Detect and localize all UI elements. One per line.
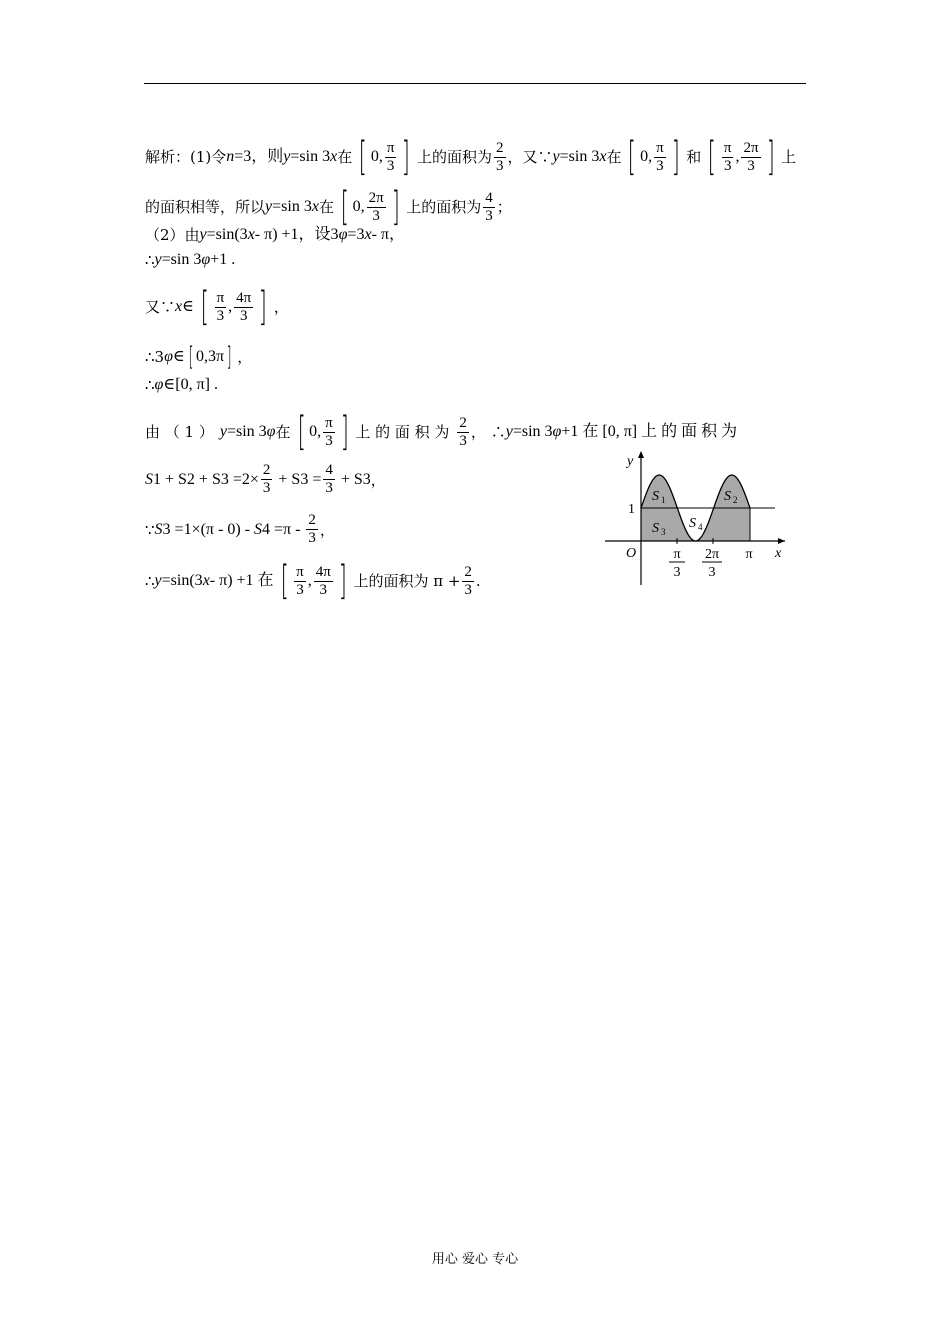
subscript: 2 <box>186 470 195 488</box>
solution-line-4 <box>145 250 235 270</box>
label-s4-sub: 4 <box>698 522 703 532</box>
text: =3 <box>347 226 365 243</box>
fraction <box>385 140 397 175</box>
fraction <box>234 290 253 325</box>
y-one-label: 1 <box>628 502 635 517</box>
text: , <box>735 148 740 165</box>
text: + S <box>194 470 221 488</box>
text: 由 （ 1 ） <box>145 423 214 441</box>
num: 4π <box>315 563 331 580</box>
fraction <box>323 462 335 497</box>
text: 0, <box>370 148 383 165</box>
text: ∈ <box>182 298 194 315</box>
var-x: x <box>247 226 255 243</box>
text: ∈ <box>172 348 185 365</box>
subscript: 4 <box>261 520 270 538</box>
den: 3 <box>319 581 328 598</box>
interval: [ $\frac{\pi}{3}$ , $\frac{2\pi}{3}$ ] <box>708 134 775 180</box>
den: 3 <box>372 207 380 224</box>
subscript: 3 <box>300 470 309 488</box>
den: 3 <box>308 530 316 546</box>
num: 4 <box>485 189 493 206</box>
text: +1 . <box>210 251 236 268</box>
num: 2 <box>308 512 316 528</box>
text: ， <box>370 470 386 489</box>
fraction <box>314 564 333 599</box>
fraction <box>215 290 227 325</box>
var-phi: φ <box>338 226 348 243</box>
fraction <box>323 415 335 450</box>
label-s4: S <box>689 516 696 531</box>
var-S: S <box>154 520 163 538</box>
text: 0,3π <box>195 348 225 365</box>
text: ， ∴ <box>470 423 506 441</box>
var-x: x <box>330 148 338 165</box>
fraction <box>494 140 506 175</box>
num: 2 <box>464 563 472 580</box>
text: ， <box>319 520 335 539</box>
num: π <box>296 563 304 580</box>
text: - π， <box>371 226 405 243</box>
solution-line-2 <box>145 184 512 230</box>
text: + S <box>161 470 187 488</box>
label-s1-sub: 1 <box>661 495 666 505</box>
text: - π) +1，设3 <box>254 226 339 243</box>
den: 3 <box>325 480 333 496</box>
den: 3 <box>216 307 225 324</box>
var-phi: φ <box>201 251 211 268</box>
var-y: y <box>154 572 162 589</box>
x-axis-arrow <box>778 538 785 544</box>
num: 2π <box>368 189 384 206</box>
interval: [ $\frac{\pi}{3}$ , $\frac{4\pi}{3}$ ] <box>280 558 347 604</box>
text: + S <box>336 470 363 488</box>
var-S: S <box>253 520 262 538</box>
text: , <box>228 298 233 315</box>
text: 在 <box>275 423 291 441</box>
text: =sin 3 <box>272 198 312 215</box>
page-footer: 用心 爱心 专心 <box>431 1252 519 1267</box>
label-s2: S <box>724 489 731 504</box>
text: =sin(3 <box>206 226 248 243</box>
num: π <box>723 139 732 156</box>
text: 的面积相等，所以 <box>145 198 266 216</box>
var-n: n <box>226 148 235 165</box>
var-y: y <box>505 423 513 440</box>
var-phi: φ <box>552 423 562 440</box>
text: 和 <box>686 148 702 166</box>
text: =1×(π - 0) - <box>170 520 254 538</box>
text: 上的面积为 <box>406 198 482 216</box>
tick-label-pi: π <box>745 547 753 562</box>
text: . <box>475 572 481 590</box>
subscript: 1 <box>153 470 161 488</box>
label-s1: S <box>652 489 659 504</box>
var-x: x <box>202 572 210 589</box>
text: （2）由 <box>145 226 200 244</box>
tick-label-2pi-3-num: 2π <box>704 547 720 562</box>
text: ∴3 <box>145 348 165 366</box>
text: 上 的 面 积 为 <box>355 423 450 441</box>
fraction <box>306 512 318 547</box>
interval: [ 0, $\frac{2\pi}{3}$ ] <box>340 184 400 230</box>
solution-line-3 <box>145 225 405 245</box>
text: =sin 3 <box>161 251 202 268</box>
num: π <box>656 139 664 156</box>
num: π <box>325 414 333 431</box>
tick-label-pi-3-num: π <box>673 547 681 562</box>
text: ， <box>237 348 253 366</box>
fraction <box>457 415 469 450</box>
text: 在 <box>606 148 622 166</box>
den: 3 <box>296 581 304 598</box>
fraction <box>261 462 273 497</box>
y-axis-arrow <box>638 451 644 458</box>
var-phi: φ <box>154 376 164 393</box>
text: ； <box>496 198 512 216</box>
den: 3 <box>747 157 755 174</box>
interval: [ 0, $\frac{\pi}{3}$ ] <box>628 134 680 180</box>
origin-label: O <box>626 546 637 561</box>
var-y: y <box>219 423 227 440</box>
text: =sin 3 <box>512 423 553 440</box>
num: π <box>216 289 225 306</box>
label-s2-sub: 2 <box>733 495 738 505</box>
var-y: y <box>265 198 273 215</box>
den: 3 <box>723 157 732 174</box>
num: 2 <box>459 414 467 431</box>
text: ，又∵ <box>507 148 553 166</box>
var-phi: φ <box>266 423 276 440</box>
interval: [ 0,3π ] <box>188 342 232 372</box>
den: 3 <box>485 207 493 224</box>
num: 2π <box>743 139 759 156</box>
text: ∴ <box>145 376 155 394</box>
text: =sin 3 <box>290 148 331 165</box>
var-x: x <box>364 226 372 243</box>
text: ∵ <box>145 520 155 539</box>
subscript: 3 <box>220 470 229 488</box>
x-axis-label: x <box>775 546 782 561</box>
text: =sin 3 <box>559 148 600 165</box>
var-S: S <box>145 470 153 488</box>
den: 3 <box>496 157 504 174</box>
var-y: y <box>154 251 162 268</box>
interval: [ 0, $\frac{\pi}{3}$ ] <box>359 134 411 180</box>
solution-line-11 <box>145 558 481 604</box>
interval: [ $\frac{\pi}{3}$ , $\frac{4\pi}{3}$ ] <box>200 284 267 330</box>
den: 3 <box>459 432 467 449</box>
var-y: y <box>552 148 560 165</box>
text: 0, <box>640 148 653 165</box>
den: 3 <box>386 157 395 174</box>
text: ∴ <box>145 251 155 269</box>
fraction <box>741 140 760 175</box>
tick-label-2pi-3-den: 3 <box>708 565 716 580</box>
fraction <box>462 564 474 599</box>
var-y: y <box>199 226 207 243</box>
num: 2 <box>262 462 271 478</box>
var-x: x <box>599 148 607 165</box>
num: 4π <box>236 289 252 306</box>
text: 解析：(1)令 <box>145 148 227 166</box>
var-x: x <box>311 198 319 215</box>
header-rule <box>144 83 806 84</box>
text: 上的面积为 π + <box>353 572 461 590</box>
text: 在 <box>318 198 334 216</box>
solution-line-1 <box>145 134 797 180</box>
solution-line-9 <box>145 462 386 497</box>
fraction <box>654 140 666 175</box>
den: 3 <box>464 581 472 598</box>
den: 3 <box>239 307 248 324</box>
interval: [ 0, $\frac{\pi}{3}$ ] <box>297 409 349 455</box>
text: =2× <box>228 470 259 488</box>
fraction <box>294 564 306 599</box>
y-axis-label: y <box>627 454 634 469</box>
fraction <box>483 190 495 225</box>
var-y: y <box>283 148 291 165</box>
fraction <box>367 190 386 225</box>
text: 0, <box>309 423 322 440</box>
text: + S <box>274 470 301 488</box>
text: =sin(3 <box>161 572 203 589</box>
text: = <box>308 470 322 488</box>
num: 2 <box>496 139 504 156</box>
text: =π - <box>269 520 305 538</box>
text: ∴ <box>145 572 155 590</box>
text: +1 在 [0, π] 上 的 面 积 为 <box>561 423 738 440</box>
tick-label-pi-3-den: 3 <box>673 565 681 580</box>
subscript: 3 <box>162 520 171 538</box>
text: =3，则 <box>234 148 284 165</box>
solution-line-5 <box>145 284 289 330</box>
text: 上的面积为 <box>417 148 493 166</box>
solution-line-10 <box>145 512 335 547</box>
solution-line-6 <box>145 337 252 377</box>
text: 上 <box>781 148 797 166</box>
text: ， <box>273 298 289 316</box>
fraction <box>722 140 734 175</box>
text: , <box>307 572 312 589</box>
text: - π) +1 在 <box>209 572 274 589</box>
num: 4 <box>325 462 333 478</box>
label-s3-sub: 3 <box>661 527 666 537</box>
text: 在 <box>337 148 353 166</box>
label-s3: S <box>652 521 659 536</box>
area-figure <box>600 445 800 595</box>
text: ∈[0, π] . <box>163 376 218 393</box>
solution-line-7 <box>145 375 218 395</box>
text: =sin 3 <box>226 423 267 440</box>
var-phi: φ <box>164 348 173 365</box>
den: 3 <box>325 432 333 449</box>
var-x: x <box>175 298 183 315</box>
text: 0, <box>352 198 365 215</box>
den: 3 <box>656 157 664 174</box>
subscript: 3 <box>362 470 371 488</box>
text: 又∵ <box>145 298 176 316</box>
den: 3 <box>262 480 271 496</box>
num: π <box>386 139 395 156</box>
